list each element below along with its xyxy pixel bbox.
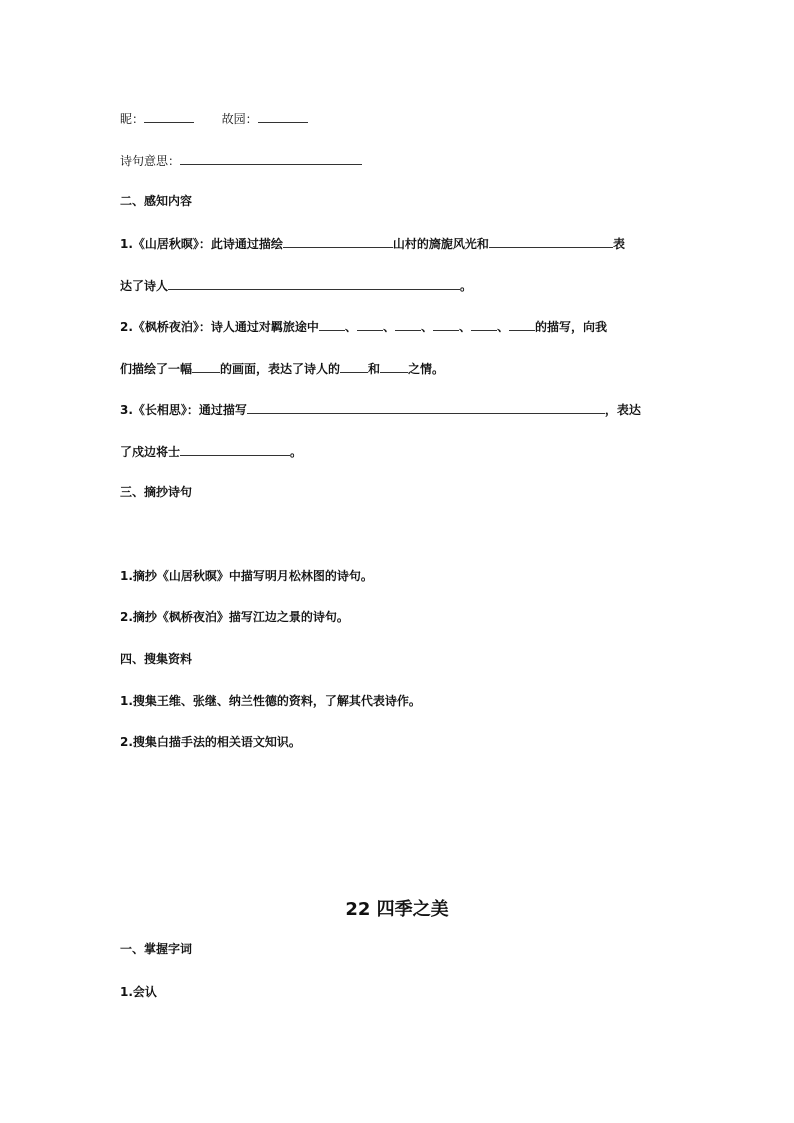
answer-blank[interactable] [489, 235, 613, 248]
q2-end: 的描写，向我 [535, 320, 608, 334]
answer-blank[interactable] [180, 152, 362, 165]
q3-cont-prefix: 了戍边将士 [120, 445, 181, 459]
question-3 [120, 401, 641, 418]
answer-blank[interactable] [168, 277, 460, 290]
list-item: 2.摘抄《枫桥夜泊》描写江边之景的诗句。 [120, 610, 349, 624]
list-item: 1.摘抄《山居秋暝》中描写明月松林图的诗句。 [120, 569, 373, 583]
list-item: 1.搜集王维、张继、纳兰性德的资料，了解其代表诗作。 [120, 694, 421, 708]
section-heading-4: 四、搜集资料 [120, 652, 193, 666]
meaning-label: 诗句意思： [120, 154, 181, 168]
answer-blank[interactable] [433, 318, 459, 331]
separator: 、 [344, 320, 357, 334]
q2-cont-b: 的画面，表达了诗人的 [220, 362, 341, 376]
section-heading-5: 一、掌握字词 [120, 942, 193, 956]
answer-blank[interactable] [258, 110, 308, 123]
q1-cont-prefix: 达了诗人 [120, 279, 169, 293]
answer-blank[interactable] [357, 318, 383, 331]
q2-prefix: 2.《枫桥夜泊》：诗人通过对羁旅途中 [120, 320, 319, 334]
q1-prefix: 1.《山居秋暝》：此诗通过描绘 [120, 237, 283, 251]
answer-blank[interactable] [319, 318, 345, 331]
question-2-cont [120, 360, 444, 377]
answer-blank[interactable] [380, 360, 408, 373]
q2-cont-a: 们描绘了一幅 [120, 362, 193, 376]
answer-blank[interactable] [395, 318, 421, 331]
question-1-cont [120, 277, 472, 294]
answer-blank[interactable] [192, 360, 220, 373]
q3-end: ，表达 [604, 403, 641, 417]
q2-cont-c: 和 [368, 362, 381, 376]
vocab-line [120, 110, 308, 127]
q1-mid: 山村的旖旎风光和 [392, 237, 489, 251]
q2-cont-d: 之情。 [408, 362, 445, 376]
list-item: 1.会认 [120, 985, 157, 999]
section-heading-2: 二、感知内容 [120, 194, 193, 208]
q3-prefix: 3.《长相思》：通过描写 [120, 403, 247, 417]
answer-blank[interactable] [509, 318, 535, 331]
vocab-label-a: 眤： [120, 112, 145, 126]
separator: 、 [382, 320, 395, 334]
answer-blank[interactable] [471, 318, 497, 331]
answer-blank[interactable] [144, 110, 194, 123]
lesson-title: 22 四季之美 [345, 899, 449, 920]
answer-blank[interactable] [283, 235, 393, 248]
question-3-cont [120, 443, 302, 460]
q3-cont-end: 。 [290, 445, 303, 459]
question-1 [120, 235, 625, 252]
separator: 、 [458, 320, 471, 334]
answer-blank[interactable] [247, 401, 605, 414]
vocab-label-b: 故园： [221, 112, 258, 126]
section-heading-3: 三、摘抄诗句 [120, 485, 193, 499]
separator: 、 [496, 320, 509, 334]
list-item: 2.搜集白描手法的相关语文知识。 [120, 735, 301, 749]
q1-cont-end: 。 [460, 279, 473, 293]
separator: 、 [420, 320, 433, 334]
answer-blank[interactable] [180, 443, 290, 456]
question-2 [120, 318, 607, 335]
q1-end: 表 [612, 237, 625, 251]
answer-blank[interactable] [340, 360, 368, 373]
meaning-line [120, 152, 362, 169]
